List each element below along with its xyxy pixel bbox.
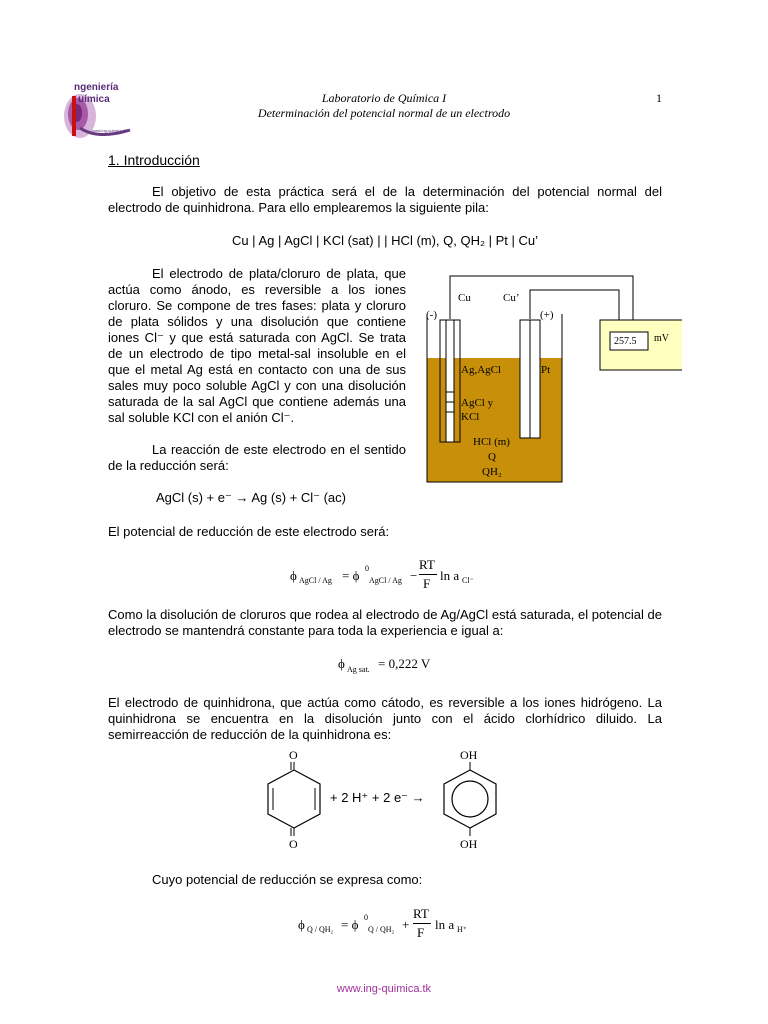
logo-text-1: ngeniería [74,82,119,93]
saturated-paragraph: Como la disolución de cloruros que rodea al electrodo de Ag/AgCl está saturada, el potencial de electrodo se mantendrá constante para toda la experiencia e igual a: [108,607,662,638]
hydroquinone-bottom-oh: OH [460,837,478,851]
logo-url: www.ing-quimica.tk [92,128,127,133]
reaction-reagents: + 2 H⁺ + 2 e⁻ → [330,790,425,805]
label-qh2: QH₂ [482,466,502,478]
quinone-top-o: O [289,748,298,762]
label-plus: (+) [540,309,554,321]
label-cu-prime: Cu’ [503,292,520,304]
equation-2: ϕ Ag sat. = 0,222 V [338,656,431,674]
electrochemical-cell-diagram [412,272,682,504]
equation-3: ϕ Q / QH₂ = ϕ 0 Q / QH₂ + RT F ln a H⁺ [298,906,467,940]
reaction-equation: AgCl (s) + e⁻ → Ag (s) + Cl⁻ (ac) [156,490,346,505]
reaction-intro: La reacción de este electrodo en el sentido de la reducción será: [108,442,406,473]
label-minus: (-) [426,309,437,321]
benzoquinone-structure [262,762,328,836]
cell-notation: Cu | Ag | AgCl | KCl (sat) | | HCl (m), Q, QH₂ | Pt | Cu’ [231,233,539,248]
quinhydrone-paragraph: El electrodo de quinhidrona, que actúa como cátodo, es reversible a los iones hidrógeno. La quinhidrona se encuentra en la disolución junto con el ácido clorhídrico diluido. La semirreacción de reducción de la quinhidrona es: [108,695,662,742]
label-kcl: KCl [461,411,480,423]
label-hcl: HCl (m) [473,436,510,448]
intro-paragraph: El objetivo de esta práctica será el de la determinación del potencial normal del electrodo de quinhidrona. Para ello emplearemos la siguiente pila: [108,184,662,215]
label-agcl-y: AgCl y [461,397,494,409]
hydroquinone-top-oh: OH [460,748,478,762]
footer-url[interactable]: www.ing-quimica.tk [336,983,432,995]
left-electrode-inner [446,320,454,442]
label-cu: Cu [458,292,471,304]
electrode-paragraph: El electrodo de plata/cloruro de plata, que actúa como ánodo, es reversible a los iones cloruro. Se compone de tres fases: plata y cloruro de plata sólidos y una disolución que contiene iones Cl⁻ y que está saturada con AgCl. Se trata de un electrodo de tipo metal-sal insoluble en el que el metal Ag está en contacto con una de sus sales muy poco soluble AgCl y con una disolución saturada de la sal AgCl que contiene además una sal soluble KCl con el anión Cl⁻. [108,266,406,425]
quinone-bottom-o: O [289,837,298,851]
header-subtitle: Determinación del potencial normal de un electrodo [257,106,511,120]
meter-unit: mV [654,333,669,344]
equation-1: ϕ AgCl / Ag = ϕ 0 AgCl / Ag − RT F ln a Cl⁻ [290,557,474,591]
section-heading: 1. Introducción [108,152,200,168]
hydroquinone-structure [438,762,504,836]
potential-intro: El potencial de reducción de este electrodo será: [108,524,390,539]
label-pt: Pt [541,364,551,376]
logo-text-2: uímica [78,94,110,105]
expression-intro: Cuyo potencial de reducción se expresa como: [152,872,423,887]
meter-value: 257.5 [614,336,637,347]
label-agagcl: Ag,AgCl [461,364,502,376]
page-number: 1 [656,91,662,105]
label-q: Q [488,451,496,463]
header-title: Laboratorio de Química I [321,91,447,105]
